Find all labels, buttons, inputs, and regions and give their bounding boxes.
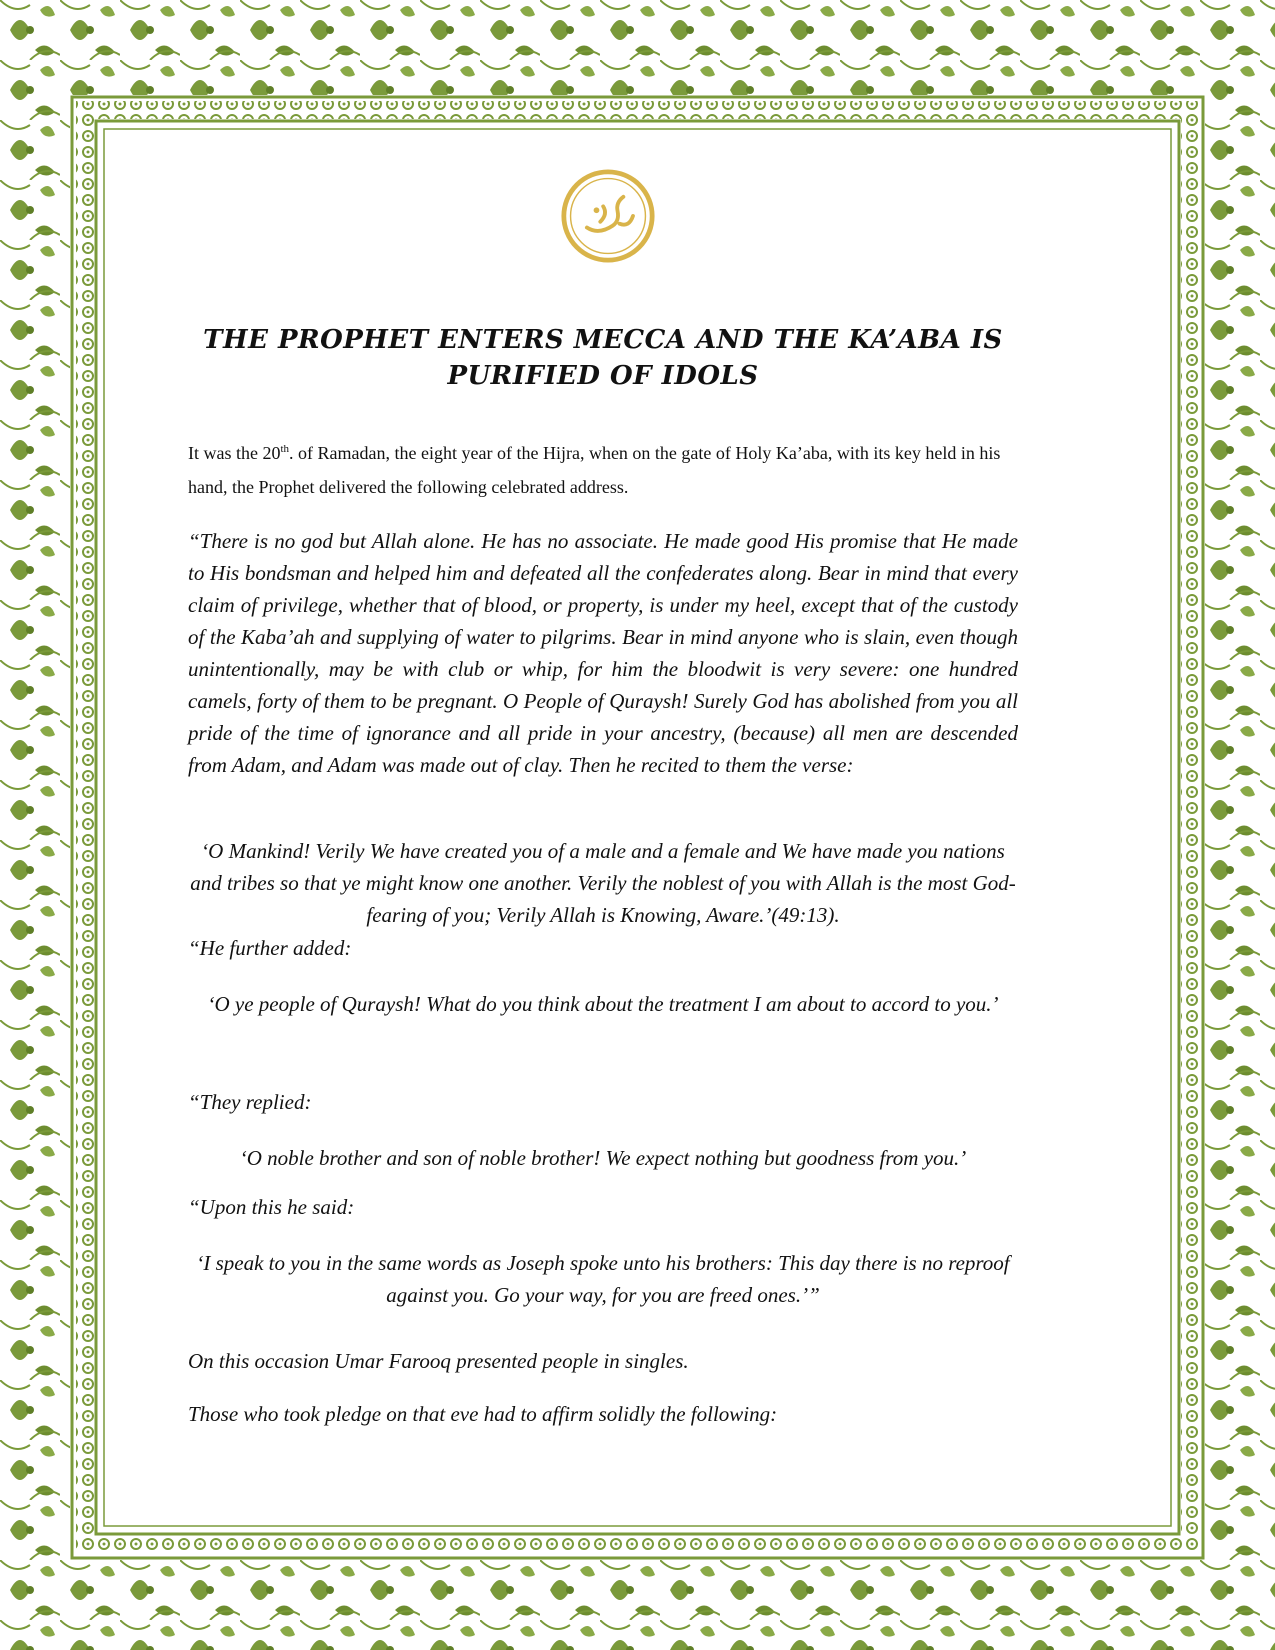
intro-superscript: th	[280, 443, 290, 455]
intro-text-start: It was the 20	[188, 443, 281, 463]
narration-line: “Upon this he said:	[188, 1195, 355, 1219]
narration-line: On this occasion Umar Farooq presented people in singles.	[188, 1349, 689, 1373]
gold-calligraphy-seal	[560, 168, 656, 264]
address-paragraph: “There is no god but Allah alone. He has no associate. He made good His promise that He made to His bondsman and helped him and defeated all the confederates along. Bear in mind that every claim of privilege, whether that of blood, or property, is under my heel, except that of the custody of the Kaba’ah and supplying of water to pilgrims. Bear in mind anyone who is slain, even though unintentionally, may be with club or whip, for him the bloodwit is very severe: one hundred camels, forty of them to be pregnant. O People of Quraysh! Surely God has abolished from you all pride of the time of ignorance and all pride in your ancestry, (because) all men are descended from Adam, and Adam was made out of clay. Then he recited to them the verse:	[188, 529, 1018, 777]
quran-verse-quote: ‘O Mankind! Verily We have created you of a male and a female and We have made you nations and tribes so that ye might know one another. Verily the noblest of you with Allah is the most God-fearing of you; Verily Allah is Knowing, Aware.’(49:13).	[190, 839, 1016, 927]
narration-line: Those who took pledge on that eve had to affirm solidly the following:	[188, 1402, 778, 1426]
quote-line: ‘O ye people of Quraysh! What do you think about the treatment I am about to accord to you.’	[207, 992, 999, 1016]
page-title: THE PROPHET ENTERS MECCA AND THE KA’ABA IS PURIFIED OF IDOLS	[203, 325, 1003, 391]
narration-line: “He further added:	[188, 936, 352, 960]
intro-paragraph	[188, 432, 1018, 504]
narration-line: “They replied:	[188, 1090, 312, 1114]
quote-line: ‘O noble brother and son of noble brother! We expect nothing but goodness from you.’	[239, 1146, 967, 1170]
intro-text-end: . of Ramadan, the eight year of the Hijra, when on the gate of Holy Ka’aba, with its key held in his hand, the Prophet delivered the following celebrated address.	[188, 443, 1001, 497]
quote-line: ‘I speak to you in the same words as Joseph spoke unto his brothers: This day there is no reproof against you. Go your way, for you are freed ones.’”	[196, 1251, 1010, 1307]
document-body	[188, 170, 1018, 1470]
